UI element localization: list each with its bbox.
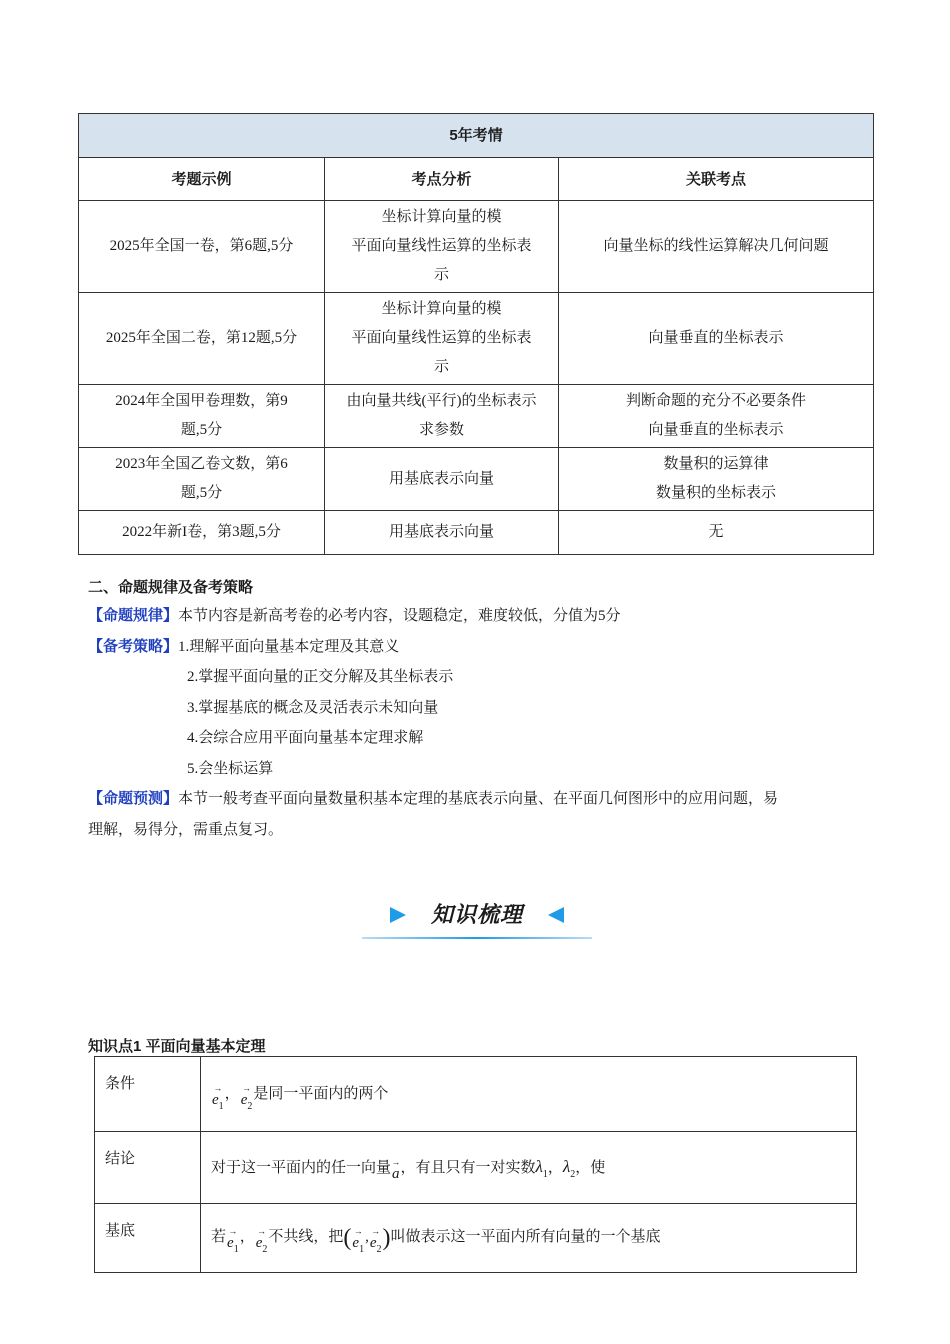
vector-symbol: e xyxy=(212,1092,219,1108)
knowledge-point-table xyxy=(94,1056,857,1273)
rule-paragraph xyxy=(88,601,878,632)
vector-symbol: e xyxy=(369,1234,377,1251)
cell-line: 2025年全国一卷，第6题,5分 xyxy=(109,238,294,254)
condition-content xyxy=(201,1057,857,1132)
banner-underline xyxy=(362,937,592,939)
open-paren: ( xyxy=(343,1224,352,1251)
cell-line: 平面向量线性运算的坐标表 xyxy=(351,330,532,346)
table-row xyxy=(79,511,874,555)
cell-line: 坐标计算向量的模 xyxy=(381,301,502,317)
prep-item: 3.掌握基底的概念及灵活表示未知向量 xyxy=(187,699,439,716)
subscript: 2 xyxy=(247,1101,253,1112)
vector-e1 xyxy=(351,1235,365,1255)
cell-line: 用基底表示向量 xyxy=(388,524,494,540)
subscript: 1 xyxy=(233,1243,239,1255)
cell-line: 坐标计算向量的模 xyxy=(381,209,502,225)
example-cell xyxy=(79,385,325,448)
vector-symbol: e xyxy=(255,1234,263,1251)
rule-tag: 【命题规律】 xyxy=(88,607,179,624)
row-label-basis: 基底 xyxy=(95,1204,201,1273)
cell-line: 判断命题的充分不必要条件 xyxy=(626,393,807,409)
lambda-symbol: λ xyxy=(562,1156,571,1176)
basis-prefix: 若 xyxy=(211,1228,227,1245)
triangle-left-icon xyxy=(548,907,564,923)
table-row xyxy=(95,1204,857,1273)
separator: ， xyxy=(239,1228,255,1245)
vector-symbol: a xyxy=(392,1165,400,1182)
row-label-conclusion: 结论 xyxy=(95,1132,201,1204)
table-row xyxy=(79,385,874,448)
related-cell xyxy=(559,201,874,293)
table-row xyxy=(79,293,874,385)
predict-tag: 【命题预测】 xyxy=(88,790,179,807)
vector-e2 xyxy=(369,1235,383,1255)
vector-symbol: e xyxy=(227,1234,234,1251)
subscript: 2 xyxy=(262,1243,268,1255)
vector-symbol: e xyxy=(240,1092,248,1108)
related-cell xyxy=(559,293,874,385)
section-title: 二、命题规律及备考策略 xyxy=(88,579,254,596)
prep-item: 1.理解平面向量基本定理及其意义 xyxy=(178,638,400,655)
cell-line: 用基底表示向量 xyxy=(388,470,494,487)
table-row xyxy=(79,448,874,511)
predict-text-continued: 理解，易得分，需重点复习。 xyxy=(88,821,284,838)
banner-title: 知识梳理 xyxy=(430,903,523,928)
cell-line: 2023年全国乙卷文数，第6 xyxy=(115,456,288,472)
conclusion-text-before: 对于这一平面内的任一向量 xyxy=(211,1159,392,1176)
exam-situation-table xyxy=(78,113,874,555)
row-label-condition: 条件 xyxy=(95,1057,201,1132)
prep-item: 2.掌握平面向量的正交分解及其坐标表示 xyxy=(187,669,454,685)
vector-symbol: e xyxy=(352,1234,360,1251)
predict-text: 本节一般考查平面向量数量积基本定理的基底表示向量、在平面几何图形中的应用问题，易 xyxy=(178,791,779,807)
strategy-section xyxy=(88,575,878,845)
basis-text-end: 叫做表示这一平面内所有向量的一个基底 xyxy=(390,1228,661,1245)
header-exam-example: 考题示例 xyxy=(79,158,325,201)
related-cell xyxy=(559,511,874,555)
prep-tag: 【备考策略】 xyxy=(88,637,179,655)
subscript: 2 xyxy=(376,1243,382,1255)
analysis-cell xyxy=(325,293,559,385)
comma: , xyxy=(365,1228,369,1245)
cell-line: 题,5分 xyxy=(180,485,223,501)
cell-line: 无 xyxy=(708,524,724,540)
cell-line: 2025年全国二卷，第12题,5分 xyxy=(105,330,298,346)
subscript: 2 xyxy=(570,1168,576,1180)
knowledge-banner xyxy=(360,895,594,941)
header-point-analysis: 考点分析 xyxy=(325,158,559,201)
cell-line: 数量积的运算律 xyxy=(663,456,769,472)
knowledge-point-title: 知识点1 平面向量基本定理 xyxy=(88,1038,266,1055)
cell-line: 求参数 xyxy=(418,422,464,438)
table-row xyxy=(95,1132,857,1204)
example-cell xyxy=(79,293,325,385)
subscript: 1 xyxy=(218,1101,224,1112)
exam-table-title: 5年考情 xyxy=(79,114,874,158)
cell-line: 示 xyxy=(433,267,449,283)
analysis-cell xyxy=(325,201,559,293)
subscript: 1 xyxy=(359,1243,365,1255)
vector-e1 xyxy=(211,1092,225,1112)
vector-a xyxy=(391,1166,401,1183)
basis-content xyxy=(201,1204,857,1273)
cell-line: 题,5分 xyxy=(180,422,223,438)
predict-paragraph xyxy=(88,784,878,815)
separator: ， xyxy=(547,1159,563,1176)
vector-e1 xyxy=(226,1235,240,1255)
example-cell xyxy=(79,511,325,555)
conclusion-text-mid: ，有且只有一对实数 xyxy=(400,1159,536,1176)
cell-line: 2022年新I卷，第3题,5分 xyxy=(122,524,281,540)
cell-line: 由向量共线(平行)的坐标表示 xyxy=(346,393,537,409)
subscript: 1 xyxy=(542,1168,548,1180)
cell-line: 示 xyxy=(433,359,449,375)
prep-item: 4.会综合应用平面向量基本定理求解 xyxy=(187,730,424,746)
vector-e2 xyxy=(240,1092,254,1112)
rule-text: 本节内容是新高考卷的必考内容，设题稳定，难度较低，分值为5分 xyxy=(178,608,621,624)
cell-line: 向量坐标的线性运算解决几何问题 xyxy=(603,238,829,254)
separator: ， xyxy=(224,1086,240,1102)
header-related-points: 关联考点 xyxy=(559,158,874,201)
conclusion-text-end: ，使 xyxy=(575,1159,606,1176)
cell-line: 2024年全国甲卷理数，第9 xyxy=(115,393,288,409)
example-cell xyxy=(79,201,325,293)
prep-item: 5.会坐标运算 xyxy=(187,760,274,777)
table-row xyxy=(95,1057,857,1132)
related-cell xyxy=(559,448,874,511)
vector-e2 xyxy=(255,1235,269,1255)
cell-line: 平面向量线性运算的坐标表 xyxy=(351,238,532,254)
lambda-symbol: λ xyxy=(535,1156,543,1176)
analysis-cell xyxy=(325,448,559,511)
prep-paragraph xyxy=(88,632,878,663)
condition-text: 是同一平面内的两个 xyxy=(253,1086,389,1102)
cell-line: 数量积的坐标表示 xyxy=(656,485,777,501)
close-paren: ) xyxy=(382,1224,391,1251)
basis-text-mid: 不共线，把 xyxy=(268,1228,344,1245)
analysis-cell xyxy=(325,511,559,555)
related-cell xyxy=(559,385,874,448)
analysis-cell xyxy=(325,385,559,448)
cell-line: 向量垂直的坐标表示 xyxy=(648,422,784,438)
cell-line: 向量垂直的坐标表示 xyxy=(648,330,784,346)
example-cell xyxy=(79,448,325,511)
conclusion-content xyxy=(201,1132,857,1204)
table-row xyxy=(79,201,874,293)
